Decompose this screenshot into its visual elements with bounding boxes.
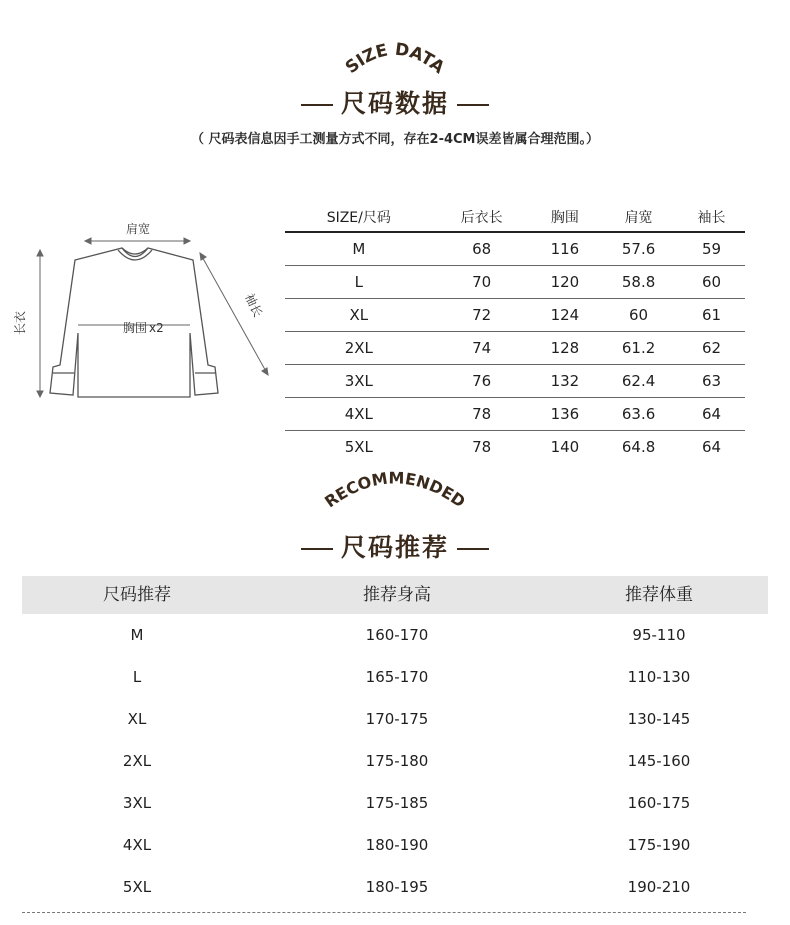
table-row — [22, 866, 768, 908]
recommended-heading-text: 尺码推荐 — [340, 533, 449, 562]
table-row — [22, 698, 768, 740]
cell-sleeve: 60 — [678, 266, 745, 299]
table-row — [22, 614, 768, 656]
size-data-arc-title: SIZE DATA — [341, 39, 449, 79]
cell-size: 2XL — [122, 752, 152, 770]
header-length: 后衣长 — [433, 203, 531, 232]
cell-shoulder: 63.6 — [599, 398, 678, 431]
cell-shoulder: 64.8 — [621, 438, 656, 456]
header-shoulder: 肩宽 — [599, 203, 678, 232]
cell-shoulder: 61.2 — [599, 332, 678, 365]
cell-size: 5XL — [122, 878, 152, 896]
cell-height: 180-190 — [365, 836, 429, 854]
cell-length: 78 — [472, 438, 492, 456]
header-weight: 推荐体重 — [625, 585, 693, 605]
cell-chest: 136 — [531, 398, 599, 431]
table-row — [22, 740, 768, 782]
table-row — [285, 332, 745, 365]
cell-chest: 132 — [531, 365, 599, 398]
cell-size: 4XL — [122, 836, 152, 854]
cell-sleeve: 64 — [678, 398, 745, 431]
cell-chest: 120 — [531, 266, 599, 299]
length-label: 长衣 — [13, 310, 27, 336]
measurement-note: （ 尺码表信息因手工测量方式不同，存在2-4CM误差皆属合理范围。） — [191, 132, 599, 147]
cell-sleeve: 59 — [678, 232, 745, 266]
table-row — [285, 299, 745, 332]
shoulder-label: 肩宽 — [125, 222, 151, 236]
size-table-header-row — [285, 203, 745, 232]
recommended-arc-title: RECOMMENDED — [321, 468, 469, 512]
table-row — [285, 431, 745, 464]
cell-size: L — [285, 266, 433, 299]
cell-chest: 124 — [531, 299, 599, 332]
cell-height: 180-195 — [365, 878, 429, 896]
header-size: SIZE/尺码 — [285, 203, 433, 232]
cell-size: 3XL — [122, 794, 152, 812]
cell-length: 74 — [433, 332, 531, 365]
cell-weight: 130-145 — [627, 710, 691, 728]
recommend-table-header — [22, 576, 768, 614]
cell-size: XL — [127, 710, 147, 728]
cell-shoulder: 57.6 — [599, 232, 678, 266]
size-data-table — [285, 203, 745, 463]
cell-chest: 116 — [531, 232, 599, 266]
cell-height: 175-180 — [365, 752, 429, 770]
right-dash — [457, 104, 489, 106]
cell-size: 3XL — [285, 365, 433, 398]
left-dash — [301, 104, 333, 106]
cell-weight: 175-190 — [627, 836, 691, 854]
cell-sleeve: 64 — [701, 438, 722, 456]
cell-size: L — [132, 668, 142, 686]
cell-length: 68 — [433, 232, 531, 266]
cell-height: 170-175 — [365, 710, 429, 728]
cell-size: M — [130, 626, 144, 644]
garment-diagram — [10, 215, 280, 415]
sleeve-label: 袖长 — [242, 291, 266, 320]
cell-length: 72 — [433, 299, 531, 332]
size-data-heading — [0, 84, 790, 120]
cell-sleeve: 62 — [678, 332, 745, 365]
table-row — [285, 232, 745, 266]
right-dash — [457, 548, 489, 550]
table-row — [285, 266, 745, 299]
header-sleeve: 袖长 — [678, 203, 745, 232]
cell-chest: 140 — [550, 438, 580, 456]
cell-weight: 190-210 — [627, 878, 691, 896]
left-dash — [301, 548, 333, 550]
cell-weight: 160-175 — [627, 794, 691, 812]
cell-length: 70 — [433, 266, 531, 299]
table-row — [22, 824, 768, 866]
chest-label: 胸围 — [123, 321, 148, 335]
cell-length: 76 — [433, 365, 531, 398]
cell-size: M — [285, 232, 433, 266]
cell-length: 78 — [433, 398, 531, 431]
cell-shoulder: 62.4 — [599, 365, 678, 398]
cell-size: XL — [285, 299, 433, 332]
cell-shoulder: 58.8 — [599, 266, 678, 299]
cell-height: 175-185 — [365, 794, 429, 812]
size-data-heading-text: 尺码数据 — [340, 89, 449, 118]
cell-weight: 110-130 — [627, 668, 691, 686]
cell-height: 165-170 — [365, 668, 429, 686]
cell-sleeve: 63 — [678, 365, 745, 398]
table-row — [285, 398, 745, 431]
chest-multiplier: x2 — [149, 321, 164, 335]
cell-height: 160-170 — [365, 626, 429, 644]
cell-size: 2XL — [285, 332, 433, 365]
header-height: 推荐身高 — [363, 585, 431, 605]
cell-shoulder: 60 — [599, 299, 678, 332]
header-size-recommend: 尺码推荐 — [103, 585, 171, 605]
header-chest: 胸围 — [531, 203, 599, 232]
table-row — [285, 365, 745, 398]
table-row — [22, 656, 768, 698]
cell-size: 4XL — [285, 398, 433, 431]
cell-size: 5XL — [344, 438, 373, 456]
table-row — [22, 782, 768, 824]
cell-weight: 145-160 — [627, 752, 691, 770]
cell-weight: 95-110 — [632, 626, 686, 644]
cell-chest: 128 — [531, 332, 599, 365]
cell-sleeve: 61 — [678, 299, 745, 332]
recommended-heading — [0, 528, 790, 564]
dashed-divider — [22, 912, 746, 913]
